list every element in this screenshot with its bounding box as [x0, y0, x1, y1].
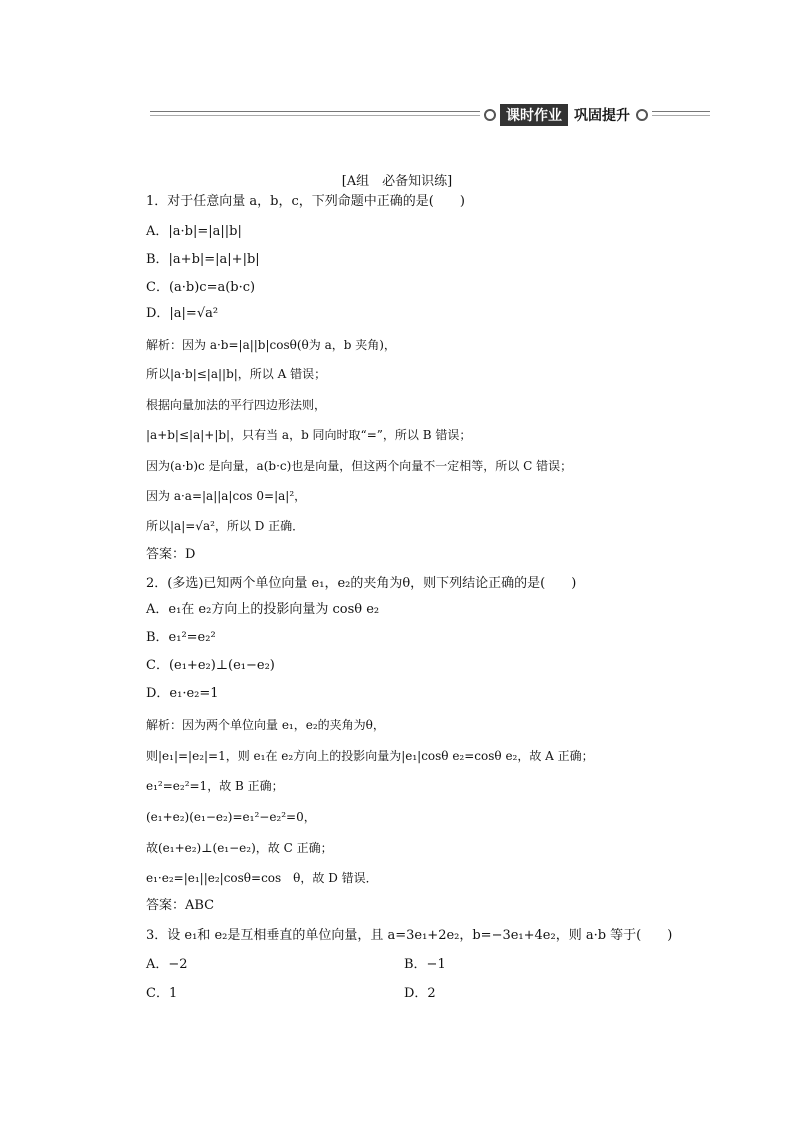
q2-option-d: D．e₁·e₂=1 — [146, 686, 219, 701]
answer-2: 答案：ABC — [146, 898, 215, 913]
answer-1: 答案：D — [146, 547, 196, 562]
q3-option-c: C．1 — [146, 986, 178, 1001]
question-1: 1．对于任意向量 a，b，c，下列命题中正确的是( ) — [146, 194, 465, 209]
solution-line: 所以|a·b|≤|a||b|，所以 A 错误； — [146, 367, 327, 381]
solution-line: |a+b|≤|a|+|b|，只有当 a，b 同向时取“=”，所以 B 错误； — [146, 428, 472, 442]
banner-right-knob-icon — [636, 109, 648, 121]
q1-option-b: B．|a+b|=|a|+|b| — [146, 252, 260, 267]
banner-right-label: 巩固提升 — [574, 108, 630, 124]
banner-box — [480, 104, 652, 126]
q2-option-a: A．e₁在 e₂方向上的投影向量为 cosθ e₂ — [146, 602, 380, 617]
q2-option-b: B．e₁²=e₂² — [146, 630, 216, 645]
q1-option-d: D．|a|=√a² — [146, 306, 219, 321]
banner-left-label: 课时作业 — [500, 104, 568, 126]
solution-line: 所以|a|=√a²，所以 D 正确． — [146, 519, 305, 533]
solution-line: 因为(a·b)c 是向量，a(b·c)也是向量，但这两个向量不一定相等，所以 C 错误； — [146, 459, 573, 473]
solution-line: e₁²=e₂²=1，故 B 正确； — [146, 779, 284, 793]
solution-line: 则|e₁|=|e₂|=1，则 e₁在 e₂方向上的投影向量为|e₁|cosθ e₂=cosθ e₂，故 A 正确； — [146, 749, 594, 763]
question-3: 3．设 e₁和 e₂是互相垂直的单位向量，且 a=3e₁+2e₂，b=−3e₁+4e₂，则 a·b 等于( ) — [146, 928, 673, 943]
solution-line: 解析：因为 a·b=|a||b|cosθ(θ为 a，b 夹角)， — [146, 338, 396, 352]
q1-option-c: C．(a·b)c=a(b·c) — [146, 280, 256, 295]
solution-line: (e₁+e₂)(e₁−e₂)=e₁²−e₂²=0， — [146, 810, 316, 824]
banner-left-knob-icon — [484, 109, 496, 121]
q2-option-c: C．(e₁+e₂)⊥(e₁−e₂) — [146, 658, 275, 673]
q1-option-a: A．|a·b|=|a||b| — [146, 224, 242, 239]
solution-line: 解析：因为两个单位向量 e₁，e₂的夹角为θ， — [146, 718, 385, 732]
q3-option-d: D．2 — [404, 986, 436, 1001]
solution-line: 故(e₁+e₂)⊥(e₁−e₂)，故 C 正确； — [146, 841, 333, 855]
q3-option-b: B．−1 — [404, 957, 446, 972]
q3-option-a: A．−2 — [146, 957, 188, 972]
question-2: 2．(多选)已知两个单位向量 e₁，e₂的夹角为θ，则下列结论正确的是( ) — [146, 576, 577, 591]
group-title: [A组 必备知识练] — [341, 174, 453, 189]
solution-line: e₁·e₂=|e₁||e₂|cosθ=cos θ，故 D 错误． — [146, 871, 378, 885]
section-banner — [150, 104, 710, 126]
solution-line: 根据向量加法的平行四边形法则， — [146, 398, 327, 412]
solution-line: 因为 a·a=|a||a|cos 0=|a|²， — [146, 489, 307, 503]
